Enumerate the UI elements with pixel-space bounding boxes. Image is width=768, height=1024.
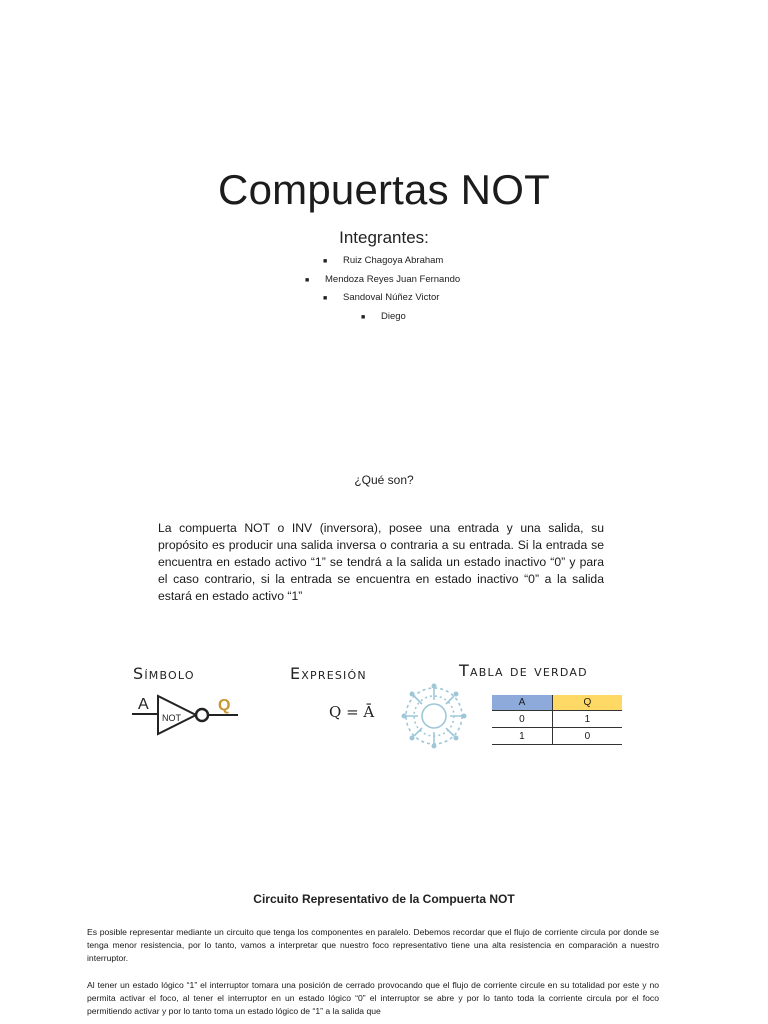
- truth-header-q: Q: [552, 695, 622, 711]
- member-name: Mendoza Reyes Juan Fernando: [325, 274, 461, 285]
- expression-title: Expresión: [290, 664, 367, 683]
- section-heading: ¿Qué son?: [354, 473, 414, 487]
- table-row: [492, 711, 622, 728]
- circuit-watermark-image: [398, 680, 470, 752]
- page-title: Compuertas NOT: [218, 166, 550, 213]
- circuit-heading: Circuito Representativo de la Compuerta NOT: [253, 892, 515, 906]
- not-gate-symbol: [130, 690, 242, 742]
- boolean-expression: Q = Ā: [329, 703, 375, 721]
- table-cell: 0: [492, 711, 552, 728]
- member-name: Ruiz Chagoya Abraham: [343, 255, 444, 266]
- member-item: [323, 292, 440, 303]
- table-cell: 1: [492, 728, 552, 745]
- member-item: [305, 274, 461, 285]
- truth-header-a: A: [492, 695, 552, 711]
- gate-label: NOT: [162, 713, 181, 723]
- member-name: Diego: [381, 311, 406, 322]
- member-item: [323, 255, 444, 266]
- truth-table-title: Tabla de verdad: [459, 661, 588, 680]
- symbol-title: Símbolo: [133, 664, 195, 683]
- bullet-icon: ■: [323, 258, 328, 265]
- table-cell: 0: [552, 728, 622, 745]
- bullet-icon: ■: [361, 314, 366, 321]
- bullet-icon: ■: [305, 277, 310, 284]
- inversion-bubble: [196, 709, 208, 721]
- member-name: Sandoval Núñez Victor: [343, 292, 440, 303]
- truth-table: [492, 695, 622, 745]
- table-cell: 1: [552, 711, 622, 728]
- input-label: A: [138, 696, 149, 713]
- output-label: Q: [218, 697, 231, 714]
- circuit-paragraph-2: Al tener un estado lógico “1” el interruptor tomara una posición de cerrado provocando que el flujo de corriente circule en su totalidad por este y no permita activar el foco, al tener el interruptor en un estado lógico “0” el interruptor se abre y por lo tanto toda la corriente circula por el foco permitiendo activar y por lo tanto toma un estado lógico de “1” a la salida que: [87, 980, 659, 1016]
- intro-paragraph: La compuerta NOT o INV (inversora), posee una entrada y una salida, su propósito es producir una salida inversa o contraria a su entrada. Si la entrada se encuentra en estado activo “1” se tendrá a la salida un estado inactivo “0” y para el caso contrario, si la entrada se encuentra en estado inactivo “0” a la salida estará en estado activo “1”: [158, 521, 604, 603]
- member-item: [361, 311, 406, 322]
- table-row: [492, 728, 622, 745]
- members-heading: Integrantes:: [339, 228, 429, 247]
- bullet-icon: ■: [323, 295, 328, 302]
- circuit-paragraph-1: Es posible representar mediante un circuito que tenga los componentes en paralelo. Debemos recordar que el flujo de corriente circula por donde se tenga menor resistencia, por lo tanto, vamos a interpretar que nuestro foco representativo tiene una alta resistencia en comparación a nuestro interruptor.: [87, 927, 659, 963]
